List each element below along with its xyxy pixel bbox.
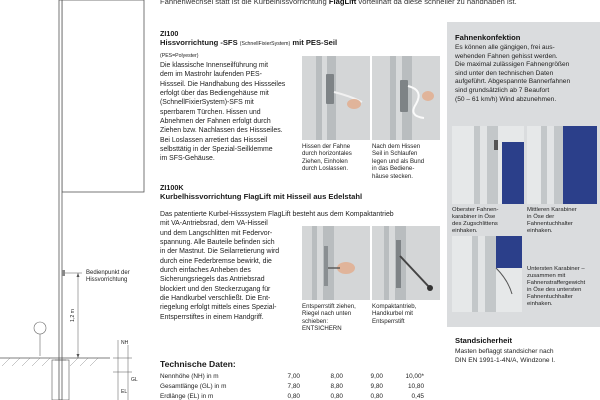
fahnenkonfektion-body: Es können alle gängigen, frei aus- wehenden Fahnen gehisst werden. Die maximal zulässigen Fahnengrößen sind unter den technischen Daten aufgeführt. Abgespannte Bannerfahnen sind grundsätzlich ab 7 Beaufort (50 – 61 km/h) Wind abzunehmen. — [455, 44, 571, 103]
tech-data-title: Technische Daten: — [160, 359, 236, 369]
dim-label-gl: GL — [131, 377, 138, 383]
caption-unterster-karabiner: Untersten Karabiner – zusammen mit Fahnenstraffergewicht in Öse des untersten Fahnentuchhalter einhaken. — [527, 266, 586, 308]
caption-kompaktantrieb: Kompaktantrieb, Handkurbel mit Entsperrstift — [372, 303, 417, 325]
standsicherheit-body: Masten beflaggt standsicher nach DIN EN 1991-1-4N/A, Windzone I. — [455, 348, 556, 364]
photo-kompaktantrieb — [372, 226, 440, 300]
person-head-icon — [34, 322, 46, 334]
photo-oberster-karabiner — [452, 126, 524, 204]
zi100k-title: Kurbelhissvorrichtung FlagLift mit Hisseil aus Edelstahl — [160, 192, 363, 201]
dim-label-12m: 1,2 m — [70, 309, 76, 322]
photo-entsperrstift — [302, 226, 370, 300]
tech-row-nh: Nennhöhe (NH) in m 7,00 8,00 9,00 10,00* — [160, 373, 424, 380]
flagpole-drawing — [0, 0, 152, 400]
top-intro-line: Fahnenwechsel statt ist die Kurbelhissvorrichtung FlagLift vorteilhaft da diese schneller zu handhaben ist. — [160, 0, 517, 6]
zi100-body: Die klassische Innenseilführung mit dem im Mastrohr laufenden PES- Hissseil. Die Handhabung des Hissseiles erfolgt über das Bediengehäuse mit (SchnellFixierSystem)-SFS mit sperrbarem Türchen. Hissen und Abnehmen der Fahnen erfolgt durch Ziehen bzw. Nachlassen des Hissseiles. Bei Loslassen arretiert das Hissseil selbsttätig in der Spezial-Seilklemme im SFS-Gehäuse. — [160, 62, 286, 163]
photo-mittlerer-karabiner — [527, 126, 597, 204]
zi100k-section — [160, 183, 445, 202]
zi100k-code: ZI100K — [160, 183, 184, 192]
caption-oberster-karabiner: Oberster Fahnen- karabiner in Öse des Zugschlittens einhaken. — [452, 207, 499, 235]
tech-row-el: Erdlänge (EL) in m 0,80 0,80 0,80 0,45 — [160, 393, 424, 400]
dim-label-el: EL — [121, 389, 128, 395]
tech-row-gl: Gesamtlänge (GL) in m 7,80 8,80 9,80 10,80 — [160, 383, 424, 390]
caption-schlaufen: Nach dem Hissen Seil in Schlaufen legen und als Bund in das Bediene- häuse stecken. — [372, 143, 425, 180]
bedienpunkt-label: Bedienpunkt der Hissvorrichtung — [86, 270, 130, 284]
dim-label-nh: NH — [121, 340, 129, 346]
photo-seil-schlaufen — [372, 56, 440, 140]
fahnenkonfektion-title: Fahnenkonfektion — [455, 33, 521, 42]
zi100-code: ZI100 — [160, 29, 179, 38]
zi100k-body: Das patentierte Kurbel-Hisssystem FlagLift besteht aus dem Kompaktantrieb mit VA-Antriebsrad, dem VA-Hisseil und dem Langschlitten mit Federvor- spannung. Alle Bauteile befinden sich in der Mastnut. Die Seilarretierung wird durch eine Federbremse bewirkt, die durch einfaches Anheben des Sicherungsriegels das Antriebsrad blockiert und den Steckerzugang für die Handkurbel verschließt. Die Ent- riegelung erfolgt mittels eines Spezial- Entsperrstiftes in einem Handgriff. — [160, 211, 394, 321]
flag-outline — [62, 0, 144, 192]
caption-entsperrstift: Entsperrstift ziehen, Riegel nach unten schieben: ENTSICHERN — [302, 303, 356, 333]
photo-unterster-karabiner — [452, 236, 522, 312]
zi100-title: Hissvorrichtung -SFS (SchnellFixierSystem) mit PES-Seil (PES=Polyester) — [160, 38, 338, 59]
photo-hissen-fahne — [302, 56, 370, 140]
pole-outline — [59, 0, 62, 400]
caption-hissen: Hissen der Fahne durch horizontales Ziehen, Einholen durch Loslassen. — [302, 143, 352, 173]
standsicherheit-title: Standsicherheit — [455, 336, 512, 345]
caption-mittlerer-karabiner: Mittleren Karabiner in Öse der Fahnentuchhalter einhaken. — [527, 207, 577, 235]
